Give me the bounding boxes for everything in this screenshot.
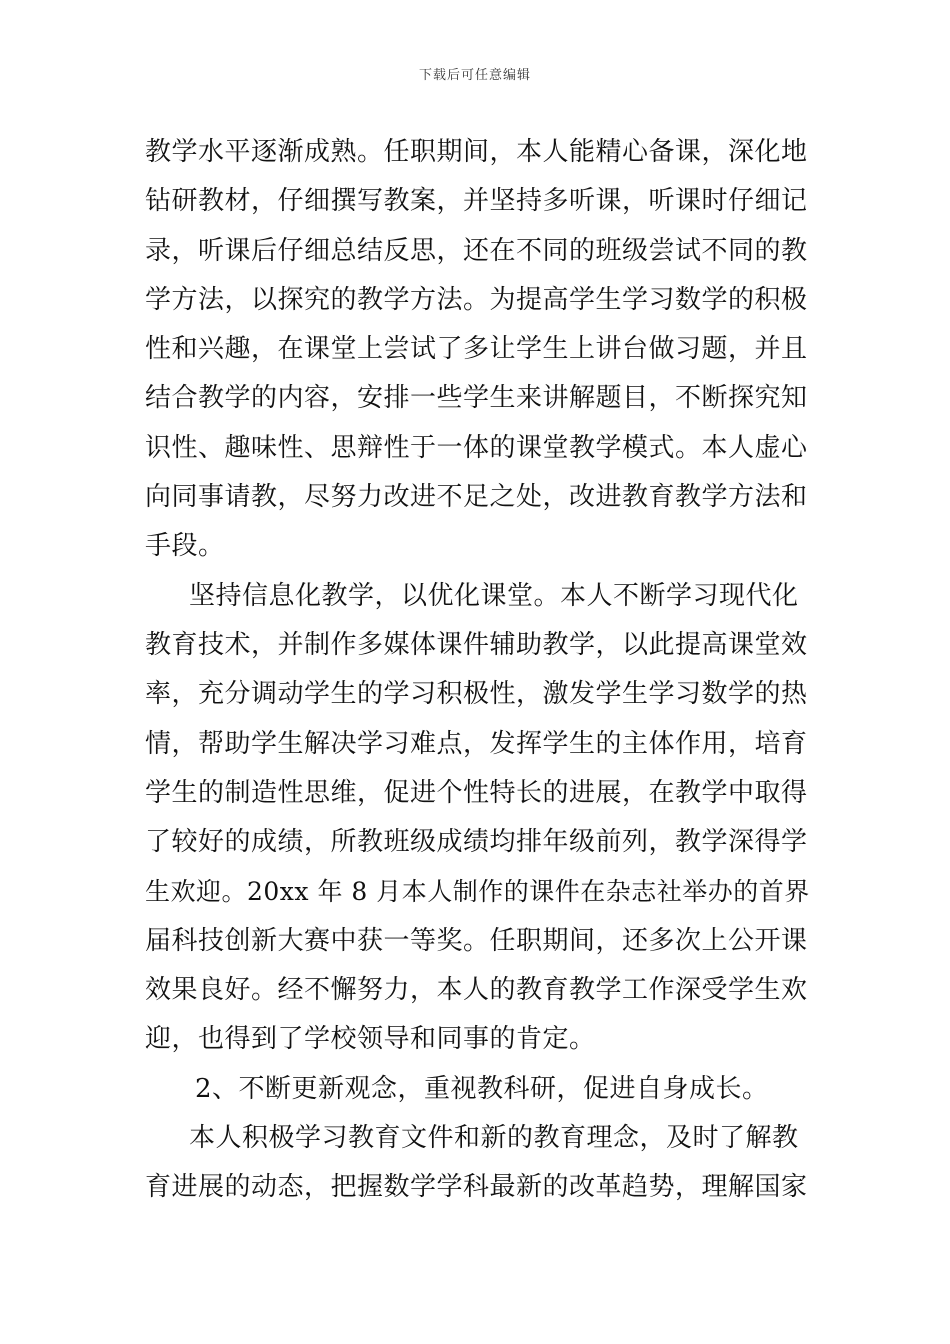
text-line: 向同事请教，尽努力改进不足之处，改进教育教学方法和 <box>145 482 808 513</box>
text-line: 钻研教材，仔细撰写教案，并坚持多听课，听课时仔细记 <box>145 186 808 217</box>
text-line: 情，帮助学生解决学习难点，发挥学生的主体作用，培育 <box>145 728 808 759</box>
text-line: 结合教学的内容，安排一些学生来讲解题目，不断探究知 <box>145 383 808 414</box>
text-line: 率，充分调动学生的学习积极性，激发学生学习数学的热 <box>145 679 808 710</box>
text-line: 识性、趣味性、思辩性于一体的课堂教学模式。本人虚心 <box>145 432 808 463</box>
page-header: 下载后可任意编辑 <box>418 68 531 83</box>
text-line: 了较好的成绩，所教班级成绩均排年级前列，教学深得学 <box>145 827 808 858</box>
section-heading: 2、不断更新观念，重视教科研，促进自身成长。 <box>195 1073 769 1104</box>
text-line: 性和兴趣，在课堂上尝试了多让学生上讲台做习题，并且 <box>145 334 808 365</box>
document-body <box>145 128 810 1213</box>
text-line: 录，听课后仔细总结反思，还在不同的班级尝试不同的教 <box>145 235 808 266</box>
text-line: 手段。 <box>145 531 225 562</box>
text-line: 育进展的动态，把握数学学科最新的改革趋势，理解国家 <box>145 1172 808 1203</box>
text-line: 教育技术，并制作多媒体课件辅助教学，以此提高课堂效 <box>145 629 808 660</box>
text-line: 学生的制造性思维，促进个性特长的进展，在教学中取得 <box>145 777 808 808</box>
text-line: 届科技创新大赛中获一等奖。任职期间，还多次上公开课 <box>145 925 808 956</box>
text-line: 迎，也得到了学校领导和同事的肯定。 <box>145 1024 596 1055</box>
text-line: 教学水平逐渐成熟。任职期间，本人能精心备课，深化地 <box>145 137 808 167</box>
text-line: 学方法，以探究的教学方法。为提高学生学习数学的积极 <box>145 284 808 315</box>
text-line: 效果良好。经不懈努力，本人的教育教学工作深受学生欢 <box>145 975 808 1006</box>
text-line: 生欢迎。20xx 年 8 月本人制作的课件在杂志社举办的首界 <box>145 877 810 907</box>
paragraph-start-line: 坚持信息化教学，以优化课堂。本人不断学习现代化 <box>189 580 799 611</box>
paragraph-start-line: 本人积极学习教育文件和新的教育理念，及时了解教 <box>189 1122 799 1153</box>
